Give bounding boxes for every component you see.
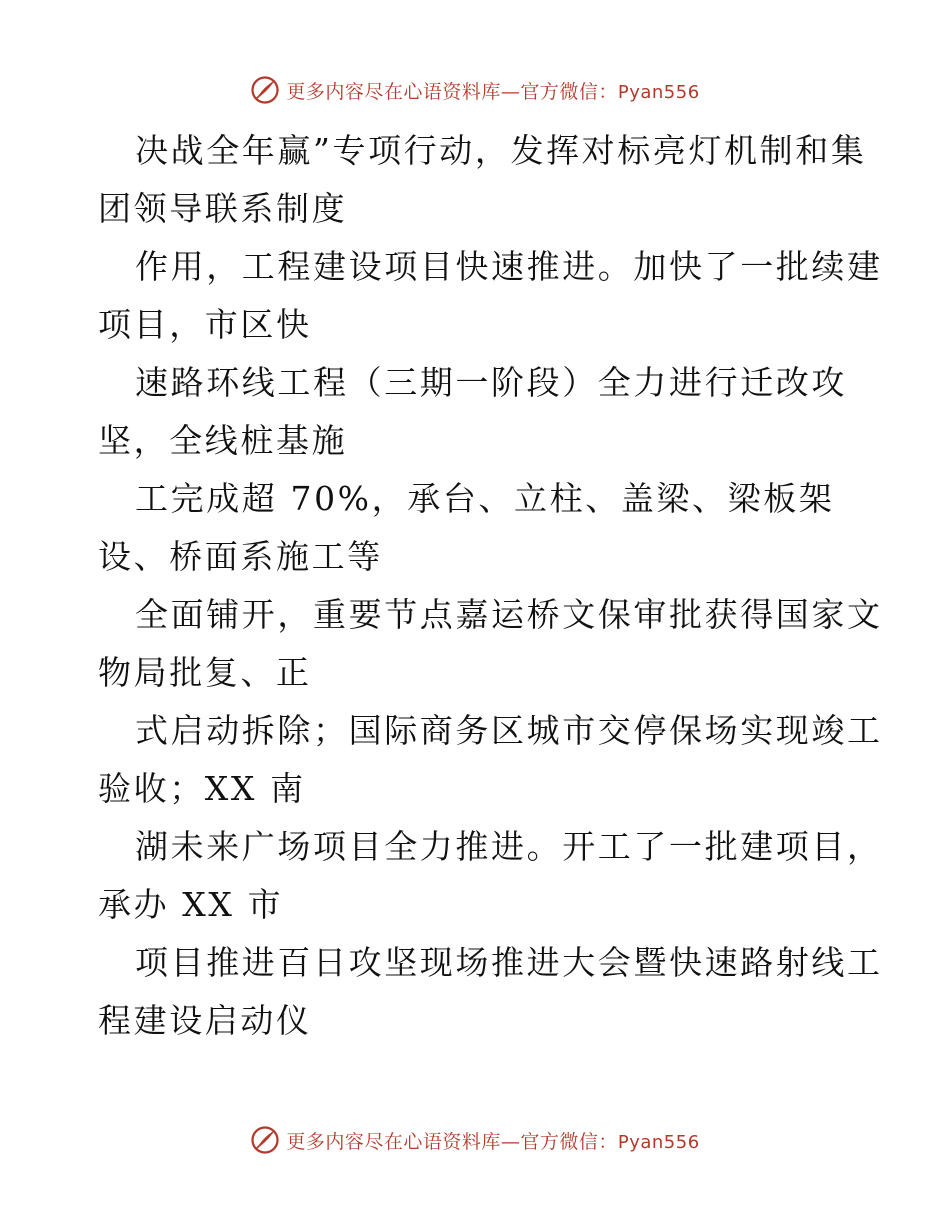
paragraph-line: 项目，市区快 — [98, 305, 312, 344]
banner-text: 更多内容尽在心语资料库—官方微信：Pyan556 — [286, 80, 700, 103]
footer-banner — [0, 1122, 950, 1158]
paragraph-2 — [98, 238, 883, 354]
quill-pen-logo-icon — [250, 75, 280, 105]
paragraph-1 — [98, 122, 867, 238]
header-banner — [0, 72, 950, 108]
paragraph-line: 决战全年赢”专项行动，发挥对标亮灯机制和集 — [135, 131, 867, 170]
paragraph-3 — [98, 354, 858, 470]
paragraph-line: 式启动拆除；国际商务区城市交停保场实现竣工 — [135, 711, 883, 750]
paragraph-line: 物局批复、正 — [98, 653, 312, 692]
paragraph-8 — [98, 934, 883, 1050]
banner-text: 更多内容尽在心语资料库—官方微信：Pyan556 — [286, 1130, 700, 1153]
paragraph-line: 团领导联系制度 — [98, 189, 348, 228]
paragraph-line: 设、桥面系施工等 — [98, 537, 383, 576]
paragraph-line: 作用，工程建设项目快速推进。加快了一批续建 — [135, 247, 883, 286]
paragraph-line: 湖未来广场项目全力推进。开工了一批建项目， — [135, 827, 883, 866]
paragraph-line: 工完成超 70%，承台、立柱、盖梁、梁板架 — [135, 479, 835, 518]
quill-pen-logo-icon — [250, 1125, 280, 1155]
document-body — [98, 122, 883, 1050]
paragraph-line: 速路环线工程（三期一阶段）全力进行迁改攻 — [135, 363, 847, 402]
paragraph-line: 全面铺开，重要节点嘉运桥文保审批获得国家文 — [135, 595, 883, 634]
paragraph-line: 坚，全线桩基施 — [98, 421, 348, 460]
paragraph-line: 承办 XX 市 — [98, 885, 284, 924]
paragraph-4 — [98, 470, 858, 586]
paragraph-5 — [98, 586, 883, 702]
paragraph-line: 项目推进百日攻坚现场推进大会暨快速路射线工 — [135, 943, 883, 982]
paragraph-7 — [98, 818, 883, 934]
paragraph-line: 验收；XX 南 — [98, 769, 306, 808]
paragraph-line: 程建设启动仪 — [98, 1001, 312, 1040]
paragraph-6 — [98, 702, 883, 818]
